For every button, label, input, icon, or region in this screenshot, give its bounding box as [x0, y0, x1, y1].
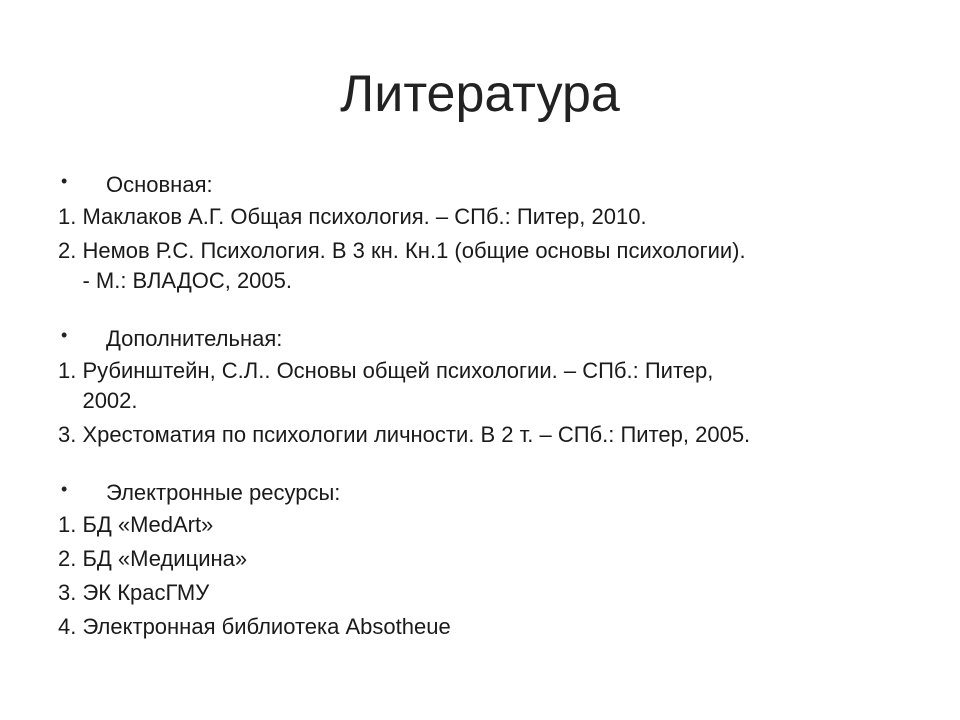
list-item: 3. Хрестоматия по психологии личности. В 2 т. – СПб.: Питер, 2005.	[58, 422, 751, 447]
list-item: 2. БД «Медицина»	[58, 546, 248, 571]
section-basic	[58, 168, 918, 296]
bullet-icon: •	[61, 325, 68, 345]
section-heading-text: Дополнительная:	[106, 326, 283, 351]
list-item: 4. Электронная библиотека Absotheue	[58, 614, 451, 639]
list-item: 1. БД «MedArt»	[58, 512, 214, 537]
section-heading	[58, 168, 918, 202]
section-electronic	[58, 476, 918, 642]
bullet-icon: •	[61, 479, 68, 499]
list-item: 1. Маклаков А.Г. Общая психология. – СПб.: Питер, 2010.	[58, 204, 647, 229]
section-heading-text: Основная:	[106, 172, 213, 197]
section-heading-text: Электронные ресурсы:	[106, 480, 341, 505]
list-item: 1. Рубинштейн, С.Л.. Основы общей психологии. – СПб.: Питер, 2002.	[58, 358, 714, 413]
list-item: 3. ЭК КрасГМУ	[58, 580, 210, 605]
section-heading	[58, 322, 918, 356]
section-additional	[58, 322, 918, 450]
list-item: 2. Немов Р.С. Психология. В 3 кн. Кн.1 (общие основы психологии). - М.: ВЛАДОС, 2005.	[58, 238, 746, 293]
bullet-icon: •	[61, 171, 68, 191]
section-heading	[58, 476, 918, 510]
slide-title: Литература	[340, 65, 620, 123]
slide-content	[58, 168, 918, 668]
